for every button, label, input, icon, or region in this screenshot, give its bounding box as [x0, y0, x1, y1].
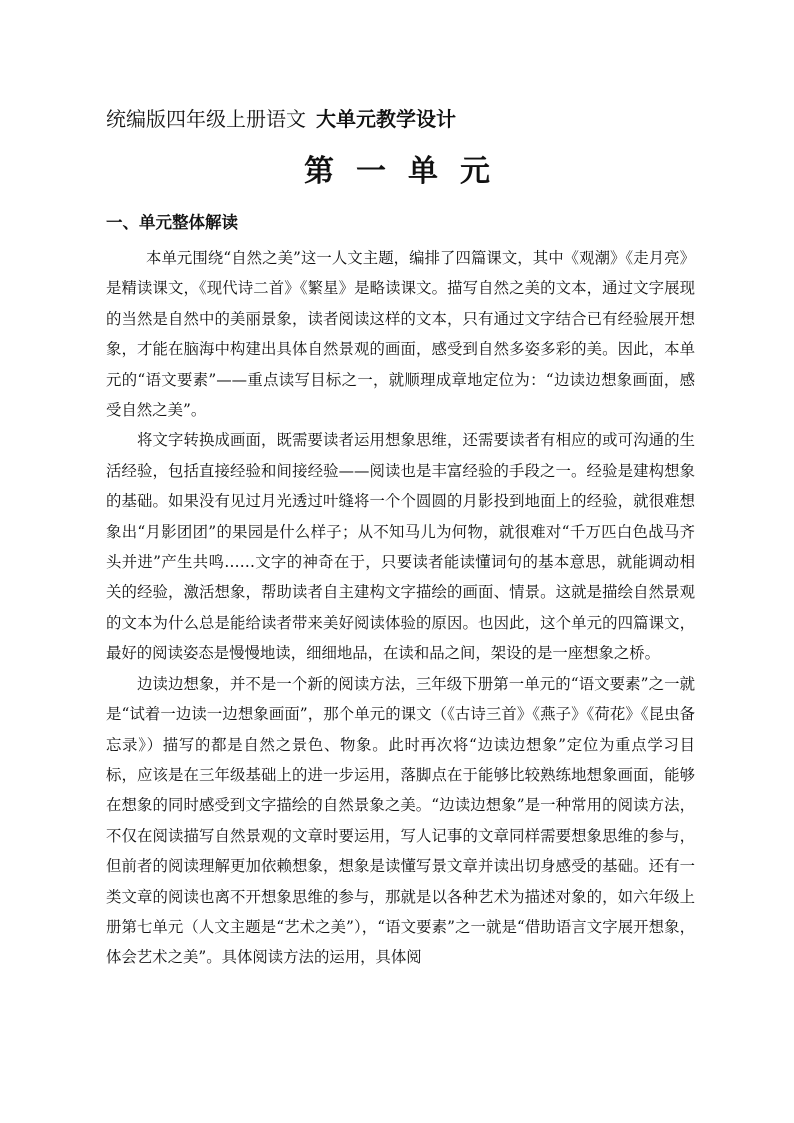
design-title: 大单元教学设计: [316, 107, 456, 131]
document-header: [106, 104, 706, 134]
paragraph: 将文字转换成画面，既需要读者运用想象思维，还需要读者有相应的或可沟通的生活经验，包括直接经验和间接经验——阅读也是丰富经验的手段之一。经验是建构想象的基础。如果没有见过月光透过叶缝将一个个圆圆的月影投到地面上的经验，就很难想象出“月影团团”的果园是什么样子；从不知马儿为何物，就很难对“千万匹白色战马齐头并进”产生共鸣……文字的神奇在于，只要读者能读懂词句的基本意思，就能调动相关的经验，激活想象，帮助读者自主建构文字描绘的画面、情景。这就是描绘自然景观的文本为什么总是能给读者带来美好阅读体验的原因。也因此，这个单元的四篇课文，最好的阅读姿态是慢慢地读，细细地品，在读和品之间，架设的是一座想象之桥。: [106, 431, 695, 663]
paragraph: 本单元围绕“自然之美”这一人文主题，编排了四篇课文，其中《观潮》《走月亮》是精读课文，《现代诗二首》《繁星》是略读课文。描写自然之美的文本，通过文字展现的当然是自然中的美丽景象，读者阅读这样的文本，只有通过文字结合已有经验展开想象，才能在脑海中构建出具体自然景观的画面，感受到自然多姿多彩的美。因此，本单元的“语文要素”——重点读写目标之一，就顺理成章地定位为：“边读边想象画面，感受自然之美”。: [106, 249, 695, 420]
unit-title: 第一单元: [304, 154, 512, 189]
section-heading: 一、单元整体解读: [106, 213, 238, 232]
section-body: [106, 243, 695, 973]
paragraph: 边读边想象，并不是一个新的阅读方法，三年级下册第一单元的“语文要素”之一就是“试着一边读一边想象画面”，那个单元的课文（《古诗三首》《燕子》《荷花》《昆虫备忘录》）描写的都是自然之景色、物象。此时再次将“边读边想象”定位为重点学习目标，应该是在三年级基础上的进一步运用，落脚点在于能够比较熟练地想象画面，能够在想象的同时感受到文字描绘的自然景象之美。“边读边想象”是一种常用的阅读方法，不仅在阅读描写自然景观的文章时要运用，写人记事的文章同样需要想象思维的参与，但前者的阅读理解更加依赖想象，想象是读懂写景文章并读出切身感受的基础。还有一类文章的阅读也离不开想象思维的参与，那就是以各种艺术为描述对象的，如六年级上册第七单元（人文主题是“艺术之美”），“语文要素”之一就是“借助语言文字展开想象，体会艺术之美”。具体阅读方法的运用，具体阅: [106, 674, 695, 967]
grade-subject-label: 统编版四年级上册语文: [106, 107, 306, 131]
